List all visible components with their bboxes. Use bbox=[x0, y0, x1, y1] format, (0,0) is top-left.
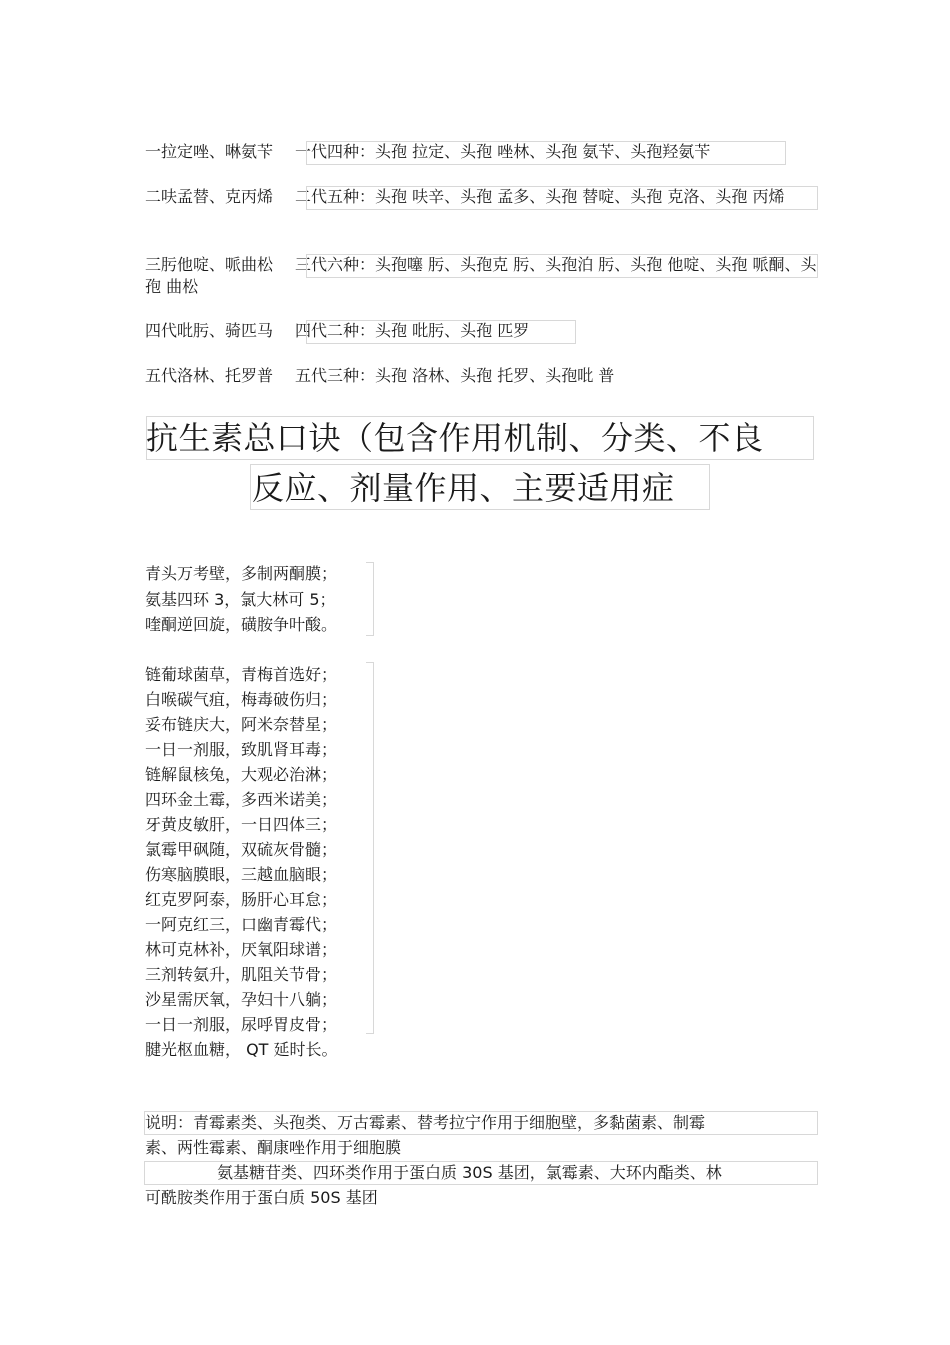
verse2-line: 妥布链庆大，阿米奈替星； bbox=[145, 715, 338, 734]
generation-mnemonic: 四代吡肟、骑匹马 bbox=[145, 321, 274, 340]
verse2-line: 一日一剂服，致肌肾耳毒； bbox=[145, 740, 338, 759]
generation-detail: 一代四种：头孢 拉定、头孢 唑林、头孢 氨苄、头孢羟氨苄 bbox=[295, 142, 711, 161]
note-line-4: 可酰胺类作用于蛋白质 50S 基团 bbox=[145, 1188, 378, 1207]
generation-line-4 bbox=[145, 320, 529, 342]
page-title-line-2: 反应、剂量作用、主要适用症 bbox=[252, 469, 675, 507]
generation-mnemonic: 一拉定唑、啉氨苄 bbox=[145, 142, 274, 161]
verse2-line: 四环金土霉，多西米诺美； bbox=[145, 790, 338, 809]
verse2-line: 牙黄皮敏肝，一日四体三； bbox=[145, 815, 338, 834]
generation-line-3 bbox=[145, 254, 817, 298]
verse2-line: 链解鼠核兔，大观必治淋； bbox=[145, 765, 338, 784]
generation-line-2 bbox=[145, 186, 817, 208]
verse2-line: 腱光枢血糖， QT 延时长。 bbox=[145, 1040, 338, 1059]
verse2-line: 链葡球菌草，青梅首选好； bbox=[145, 665, 338, 684]
page-title-line-1: 抗生素总口诀（包含作用机制、分类、不良 bbox=[146, 419, 764, 457]
verse2-line: 林可克林补，厌氧阳球谱； bbox=[145, 940, 338, 959]
generation-line-5 bbox=[145, 365, 614, 387]
generation-detail: 四代二种：头孢 吡肟、头孢 匹罗 bbox=[295, 321, 530, 340]
generation-mnemonic: 三肟他啶、哌曲松 bbox=[145, 255, 274, 274]
note-line-2: 素、两性霉素、酮康唑作用于细胞膜 bbox=[145, 1138, 402, 1157]
verse1-line: 氨基四环 3，氯大林可 5； bbox=[145, 590, 336, 609]
text-frame bbox=[366, 562, 374, 636]
verse2-line: 一日一剂服，尿呼胃皮骨； bbox=[145, 1015, 338, 1034]
verse2-line: 伤寒脑膜眼，三越血脑眼； bbox=[145, 865, 338, 884]
verse2-line: 一阿克红三，口幽青霉代； bbox=[145, 915, 338, 934]
generation-detail: 五代三种：头孢 洛林、头孢 托罗、头孢吡 普 bbox=[295, 366, 615, 385]
generation-mnemonic: 五代洛林、托罗普 bbox=[145, 366, 274, 385]
verse1-line: 青头万考壁，多制两酮膜； bbox=[145, 564, 338, 583]
verse2-line: 红克罗阿泰，肠肝心耳怠； bbox=[145, 890, 338, 909]
generation-detail: 三代六种：头孢噻 肟、头孢克 肟、头孢泊 肟、头孢 他啶、头孢 哌酮、头孢 曲松 bbox=[145, 255, 817, 296]
verse2-line: 三剂转氨升，肌阻关节骨； bbox=[145, 965, 338, 984]
verse2-line: 氯霉甲砜随，双硫灰骨髓； bbox=[145, 840, 338, 859]
generation-mnemonic: 二呋孟替、克丙烯 bbox=[145, 187, 274, 206]
note-line-1: 说明：青霉素类、头孢类、万古霉素、替考拉宁作用于细胞壁，多黏菌素、制霉 bbox=[145, 1113, 706, 1132]
note-line-3: 氨基糖苷类、四环类作用于蛋白质 30S 基团，氯霉素、大环内酯类、林 bbox=[217, 1163, 722, 1182]
text-frame bbox=[366, 662, 374, 1034]
generation-line-1 bbox=[145, 141, 710, 163]
generation-detail: 二代五种：头孢 呋辛、头孢 孟多、头孢 替啶、头孢 克洛、头孢 丙烯 bbox=[295, 187, 785, 206]
verse1-line: 喹酮逆回旋，磺胺争叶酸。 bbox=[145, 615, 338, 634]
verse2-line: 白喉碳气疽，梅毒破伤归； bbox=[145, 690, 338, 709]
verse2-line: 沙星需厌氧，孕妇十八躺； bbox=[145, 990, 338, 1009]
